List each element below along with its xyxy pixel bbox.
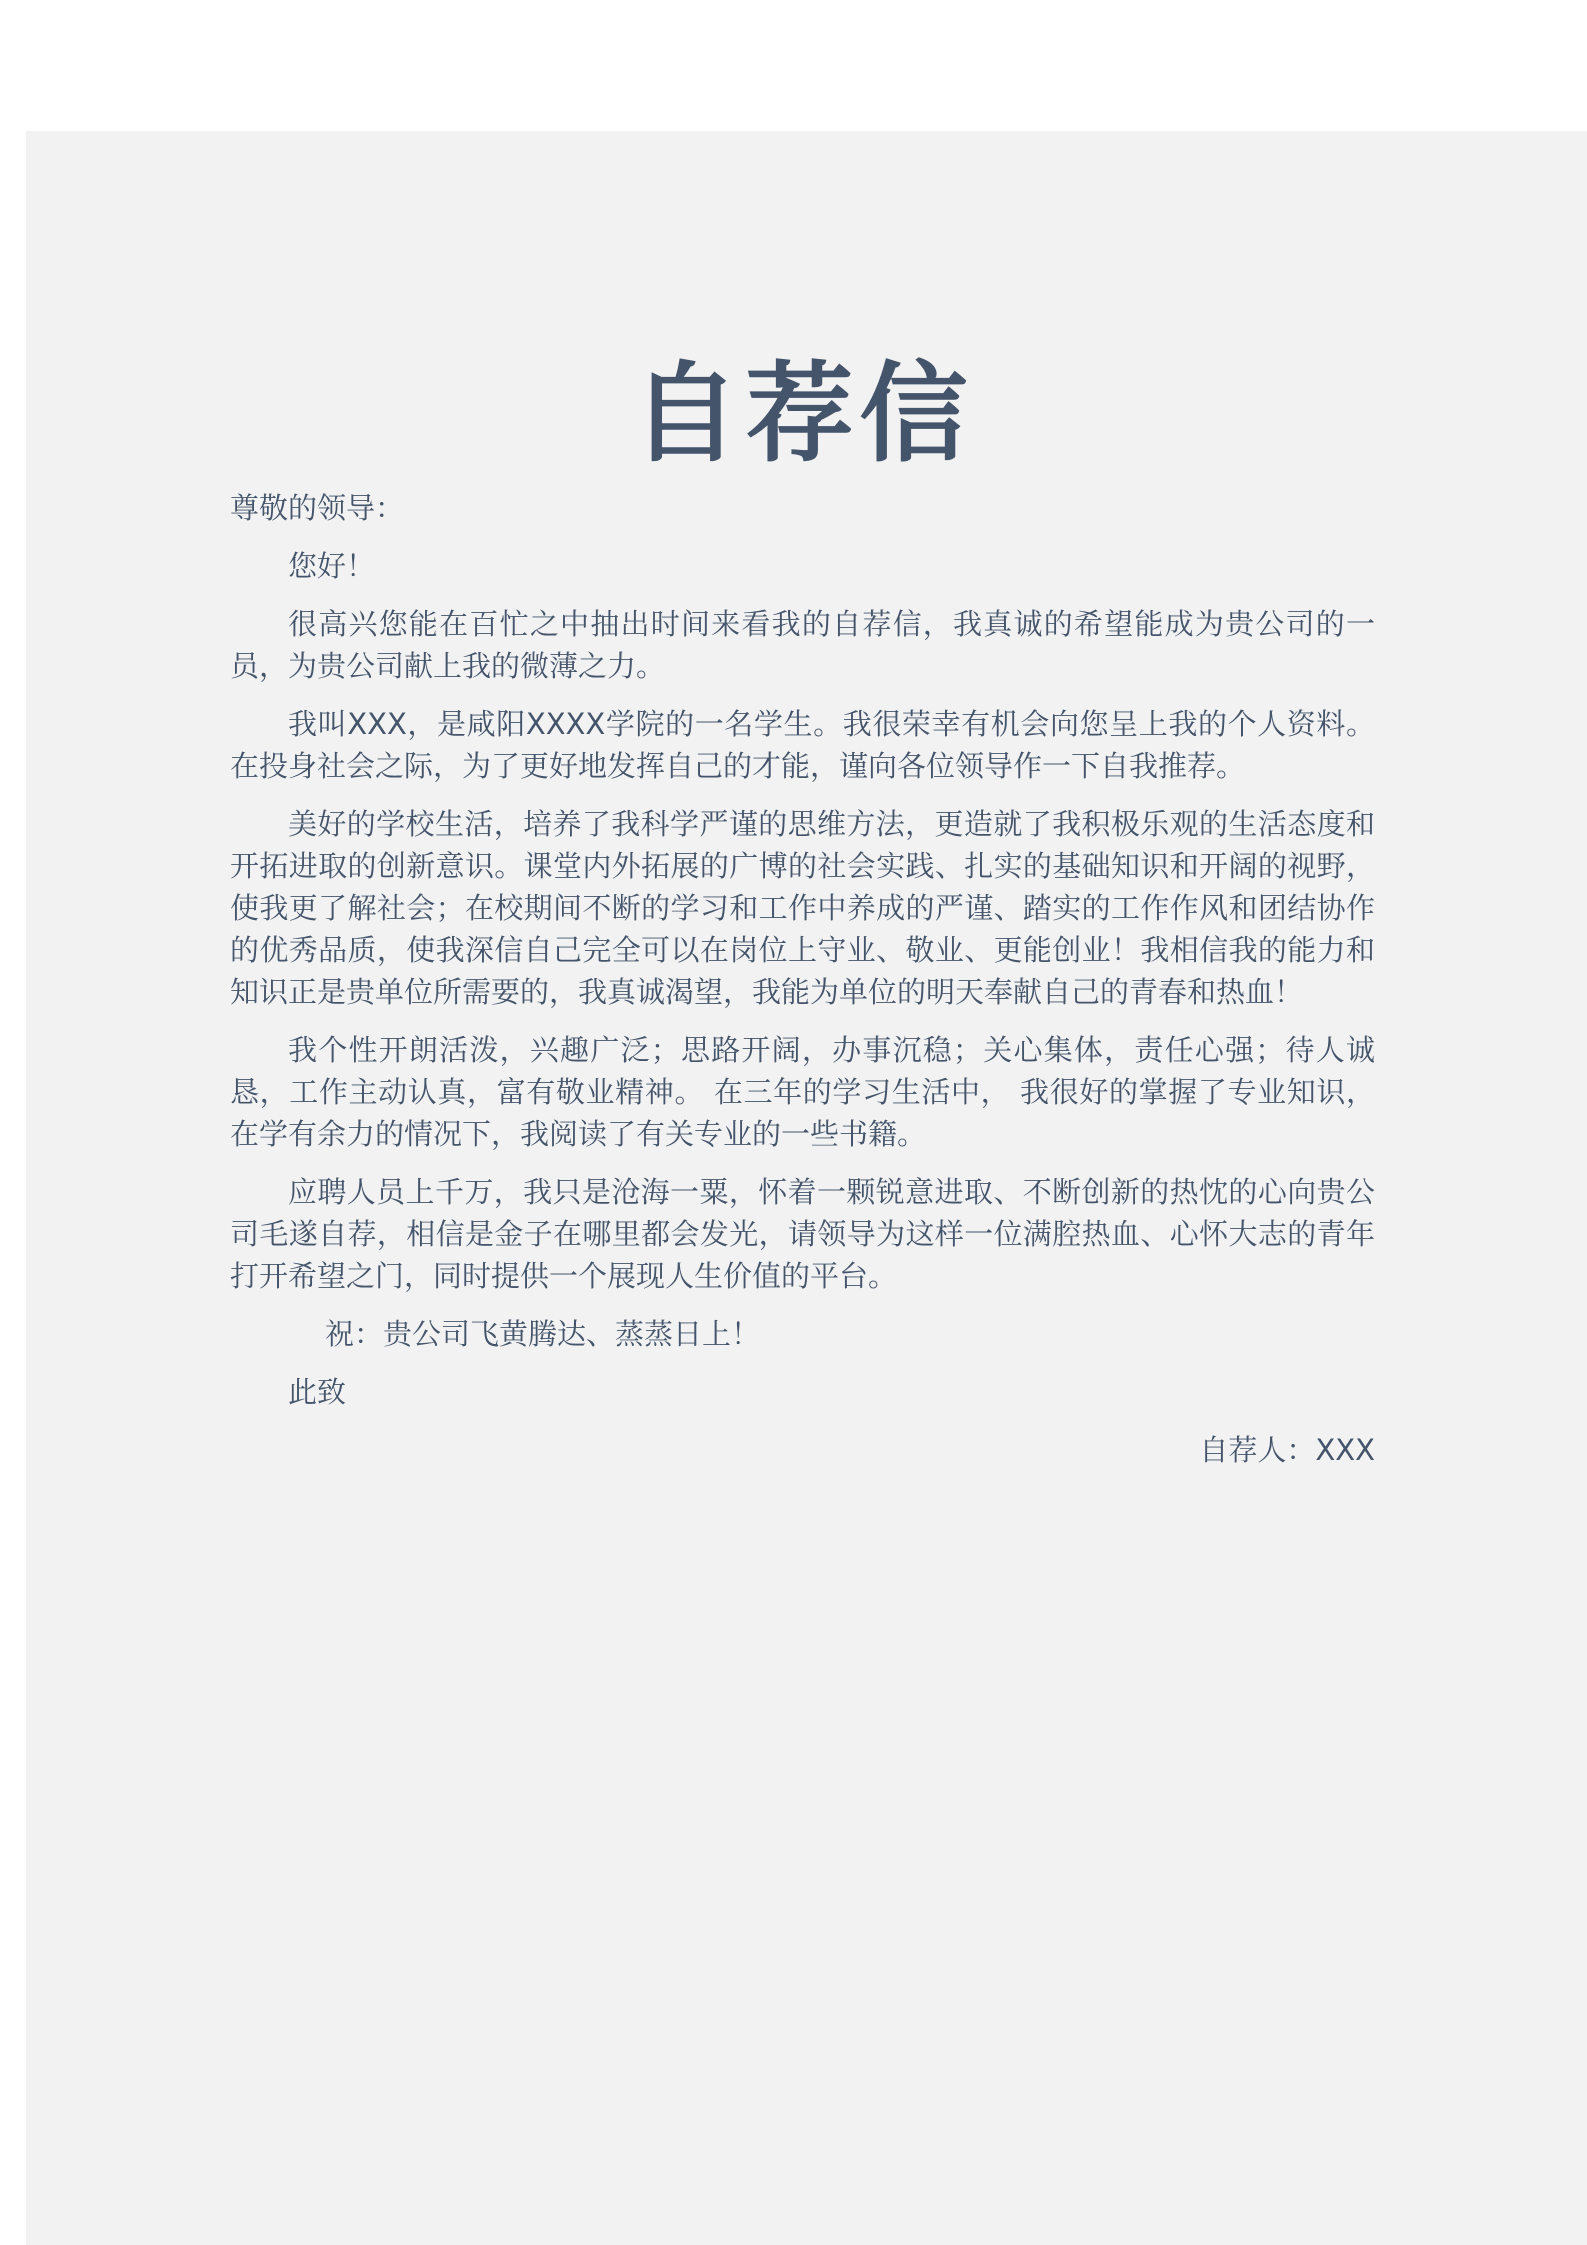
document-page [26, 131, 1587, 2245]
letter-closing: 此致 [288, 1375, 347, 1409]
letter-signature: 自荐人：XXX [1199, 1433, 1375, 1467]
letter-paragraph-4: 我个性开朗活泼，兴趣广泛；思路开阔，办事沉稳；关心集体，责任心强；待人诚恳，工作主动认真，富有敬业精神。 在三年的学习生活中， 我很好的掌握了专业知识，在学有余力的情况下，我阅读了有关专业的一些书籍。 [230, 1033, 1375, 1151]
letter-wish: 祝：贵公司飞黄腾达、蒸蒸日上！ [325, 1317, 761, 1351]
letter-paragraph-3: 美好的学校生活，培养了我科学严谨的思维方法，更造就了我积极乐观的生活态度和开拓进取的创新意识。课堂内外拓展的广博的社会实践、扎实的基础知识和开阔的视野，使我更了解社会；在校期间不断的学习和工作中养成的严谨、踏实的工作作风和团结协作的优秀品质，使我深信自己完全可以在岗位上守业、敬业、更能创业！我相信我的能力和知识正是贵单位所需要的，我真诚渴望，我能为单位的明天奉献自己的青春和热血！ [230, 807, 1375, 1009]
letter-salutation: 尊敬的领导： [230, 491, 405, 525]
letter-paragraph-1: 很高兴您能在百忙之中抽出时间来看我的自荐信，我真诚的希望能成为贵公司的一员，为贵公司献上我的微薄之力。 [230, 607, 1375, 683]
letter-paragraph-5: 应聘人员上千万，我只是沧海一粟，怀着一颗锐意进取、不断创新的热忱的心向贵公司毛遂自荐，相信是金子在哪里都会发光，请领导为这样一位满腔热血、心怀大志的青年打开希望之门，同时提供一个展现人生价值的平台。 [230, 1175, 1375, 1293]
self-recommendation-letter [230, 351, 1375, 1471]
letter-title: 自荐信 [631, 352, 974, 477]
letter-greeting: 您好！ [288, 549, 376, 583]
letter-paragraph-2: 我叫XXX，是咸阳XXXX学院的一名学生。我很荣幸有机会向您呈上我的个人资料。在投身社会之际，为了更好地发挥自己的才能，谨向各位领导作一下自我推荐。 [230, 707, 1375, 783]
